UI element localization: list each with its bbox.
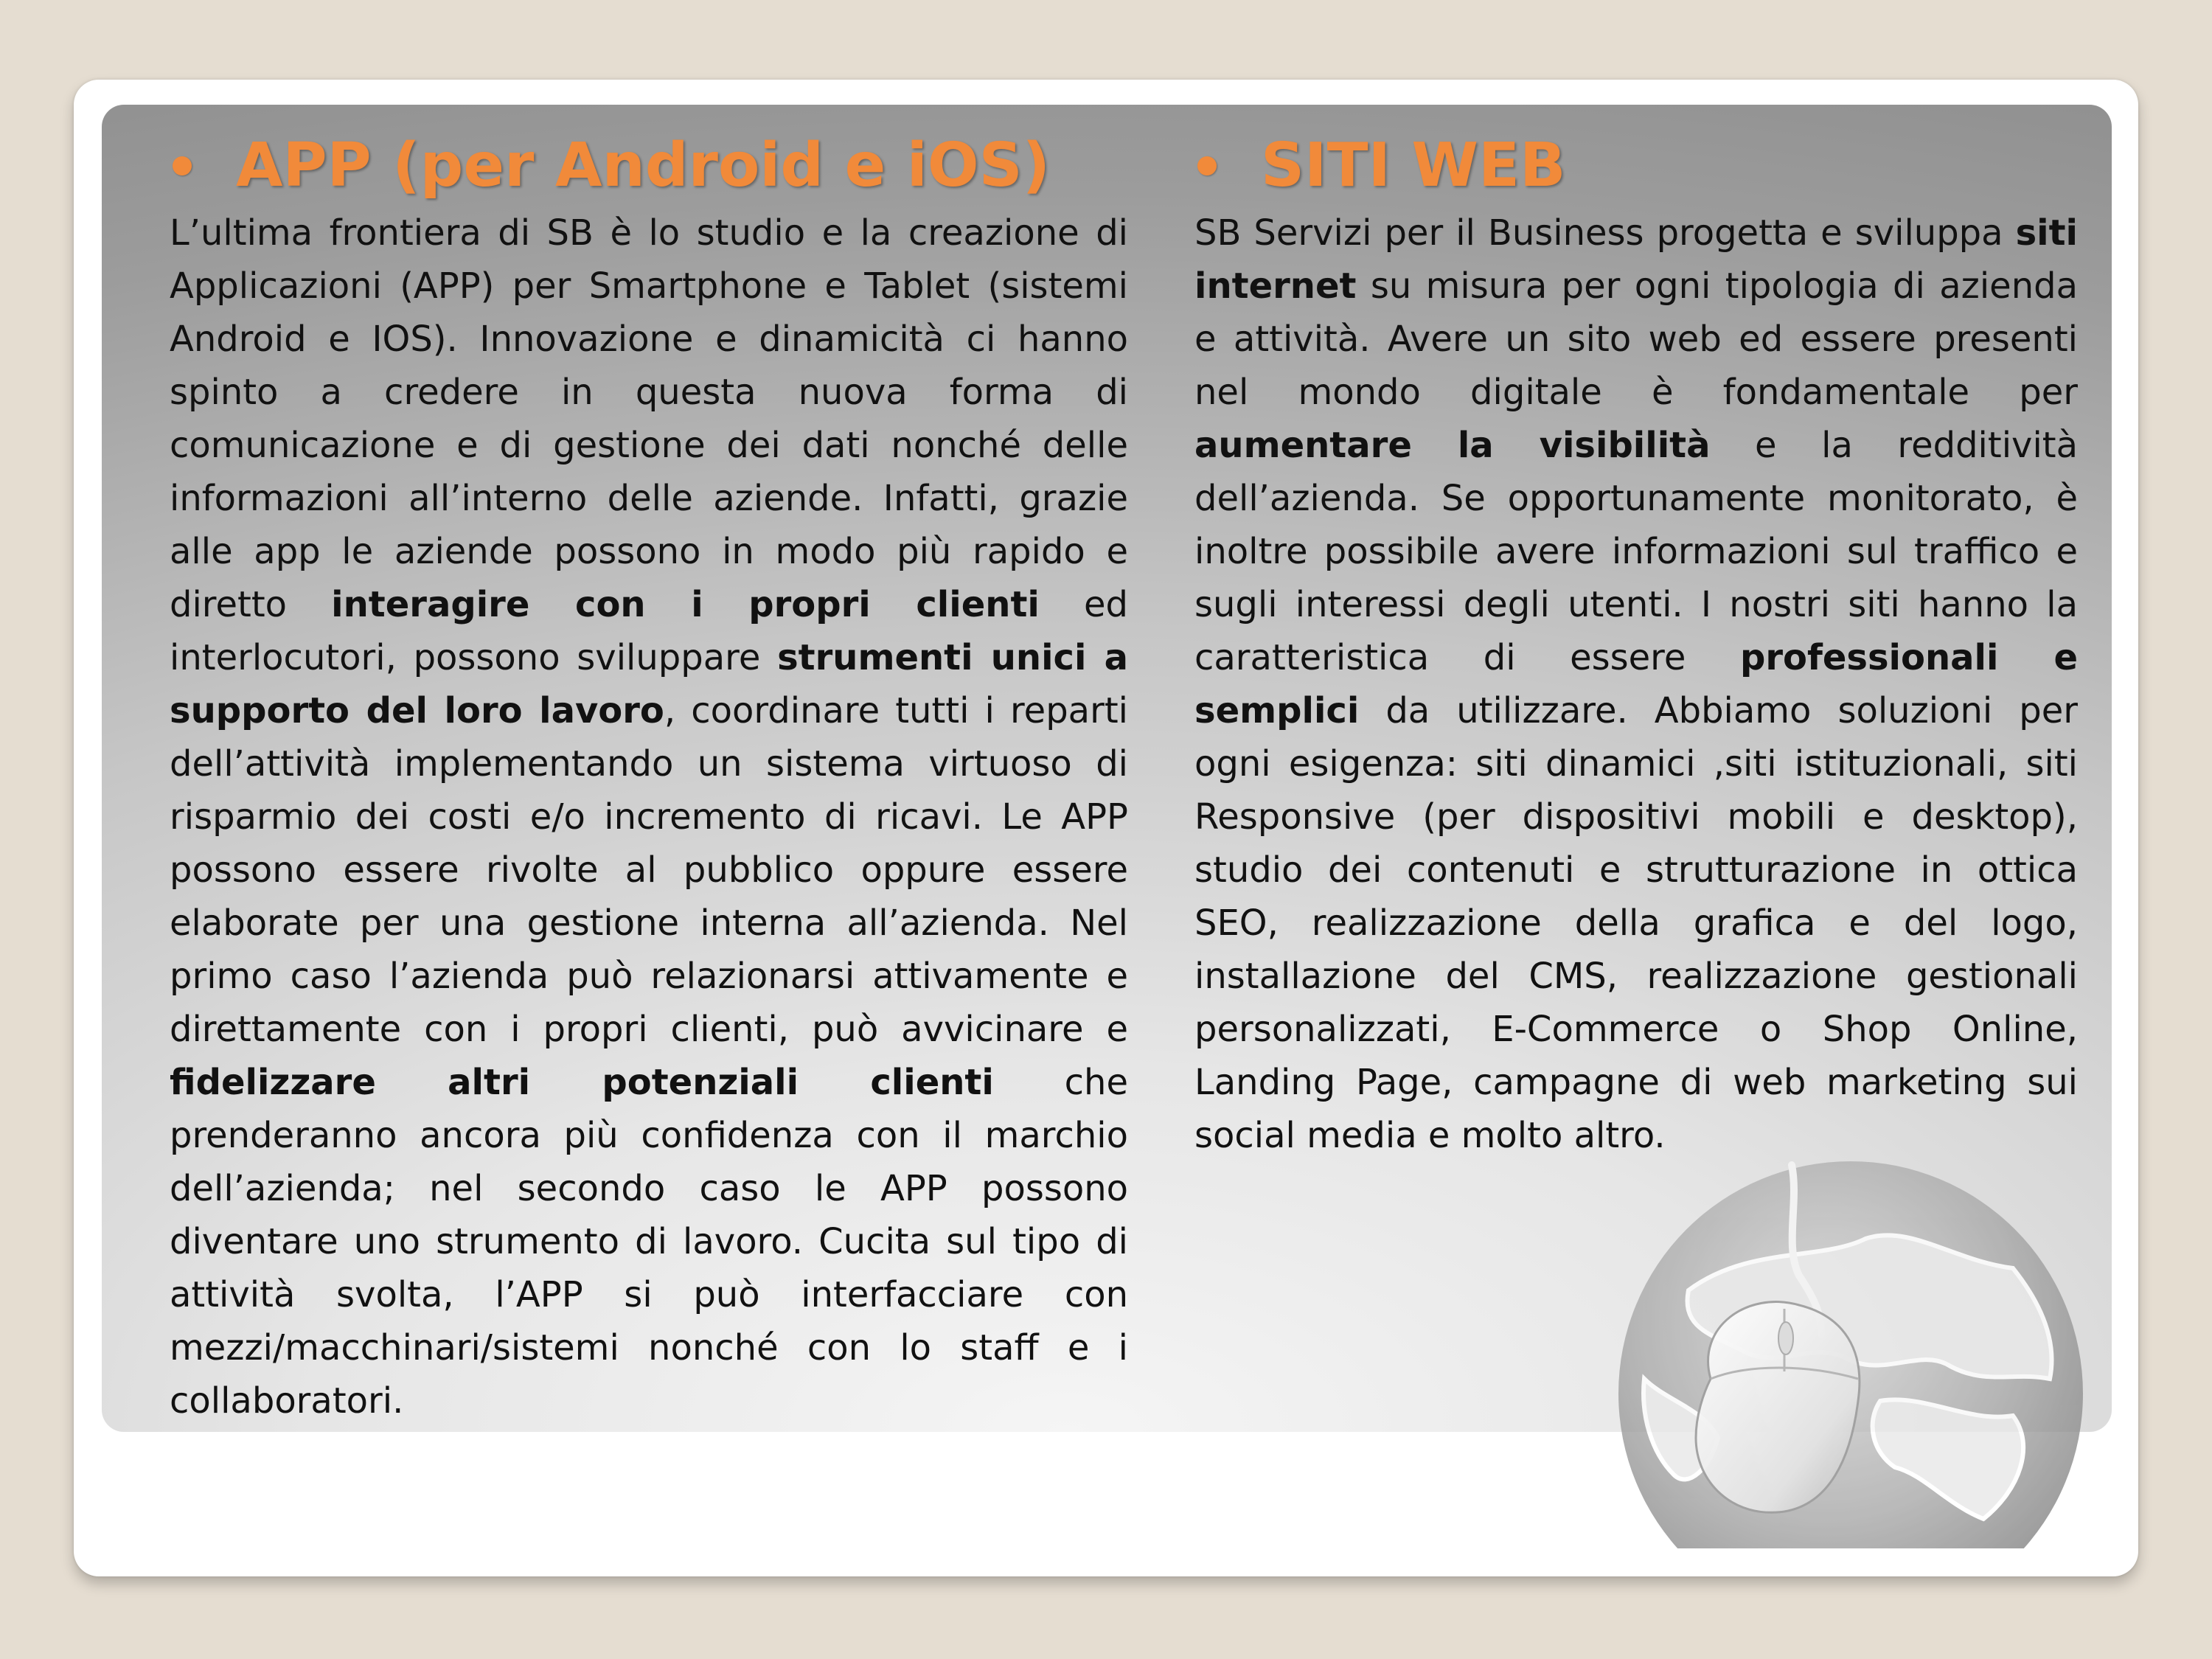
text-run: e la redditività dell’azienda. Se opportunamente monitorato, è inoltre possibile avere informazioni sul traffico e sugli interessi degli utenti. I nostri siti hanno la caratteristica di essere: [1194, 425, 2079, 678]
web-heading: [1194, 125, 2078, 206]
web-column: [1194, 125, 2078, 1162]
bullet-dot-icon: [1197, 156, 1217, 175]
bold-text-run: interagire con i propri clienti: [331, 584, 1040, 625]
text-run: che prenderanno ancora più confidenza con il marchio dell’azienda; nel secondo caso le APP possono diventare uno strumento di lavoro. Cucita sul tipo di attività svolta, l’APP si può interfacciare con mezzi/macchinari/sistemi nonché con lo staff e i collaboratori.: [170, 1062, 1128, 1422]
bold-text-run: professionali e semplici: [1194, 637, 2079, 731]
app-description: [170, 206, 1128, 1427]
bold-text-run: aumentare la visibilità: [1194, 425, 1711, 466]
bold-text-run: fidelizzare altri potenziali clienti: [170, 1062, 994, 1103]
globe-mouse-icon: [1600, 1158, 2087, 1548]
bold-text-run: strumenti unici a supporto del loro lavoro: [170, 637, 1128, 731]
text-run: da utilizzare. Abbiamo soluzioni per ogni esigenza: siti dinamici ,siti istituzionali, siti Responsive (per dispositivi mobili e desktop), studio dei contenuti e strutturazione in ottica SEO, realizzazione della grafica e del logo, installazione del CMS, realizzazione gestionali personalizzati, E-Commerce o Shop Online, Landing Page, campagne di web marketing sui social media e molto altro.: [1194, 690, 2078, 1156]
text-run: SB Servizi per il Business progetta e sviluppa: [1194, 212, 2016, 254]
text-run: su misura per ogni tipologia di azienda e attività. Avere un sito web ed essere presenti nel mondo digitale è fondamentale per: [1194, 265, 2078, 413]
bold-text-run: siti internet: [1194, 212, 2078, 307]
app-heading: [170, 125, 1128, 206]
web-heading-text: SITI WEB: [1261, 131, 1566, 201]
app-column: [170, 125, 1128, 1427]
web-description: [1194, 206, 2078, 1162]
text-run: ed interlocutori, possono sviluppare: [170, 584, 1128, 678]
app-heading-text: APP (per Android e iOS): [236, 131, 1051, 201]
text-run: , coordinare tutti i reparti dell’attività implementando un sistema virtuoso di risparmio dei costi e/o incremento di ricavi. Le APP possono essere rivolte al pubblico oppure essere elaborate per una gestione interna all’azienda. Nel primo caso l’azienda può relazionarsi attivamente e direttamente con i propri clienti, può avvicinare e: [170, 690, 1128, 1050]
bullet-dot-icon: [173, 156, 192, 175]
text-run: L’ultima frontiera di SB è lo studio e la creazione di Applicazioni (APP) per Smartphone e Tablet (sistemi Android e IOS). Innovazione e dinamicità ci hanno spinto a credere in questa nuova forma di comunicazione e di gestione dei dati nonché delle informazioni all’interno delle aziende. Infatti, grazie alle app le aziende possono in modo più rapido e diretto: [170, 212, 1128, 625]
